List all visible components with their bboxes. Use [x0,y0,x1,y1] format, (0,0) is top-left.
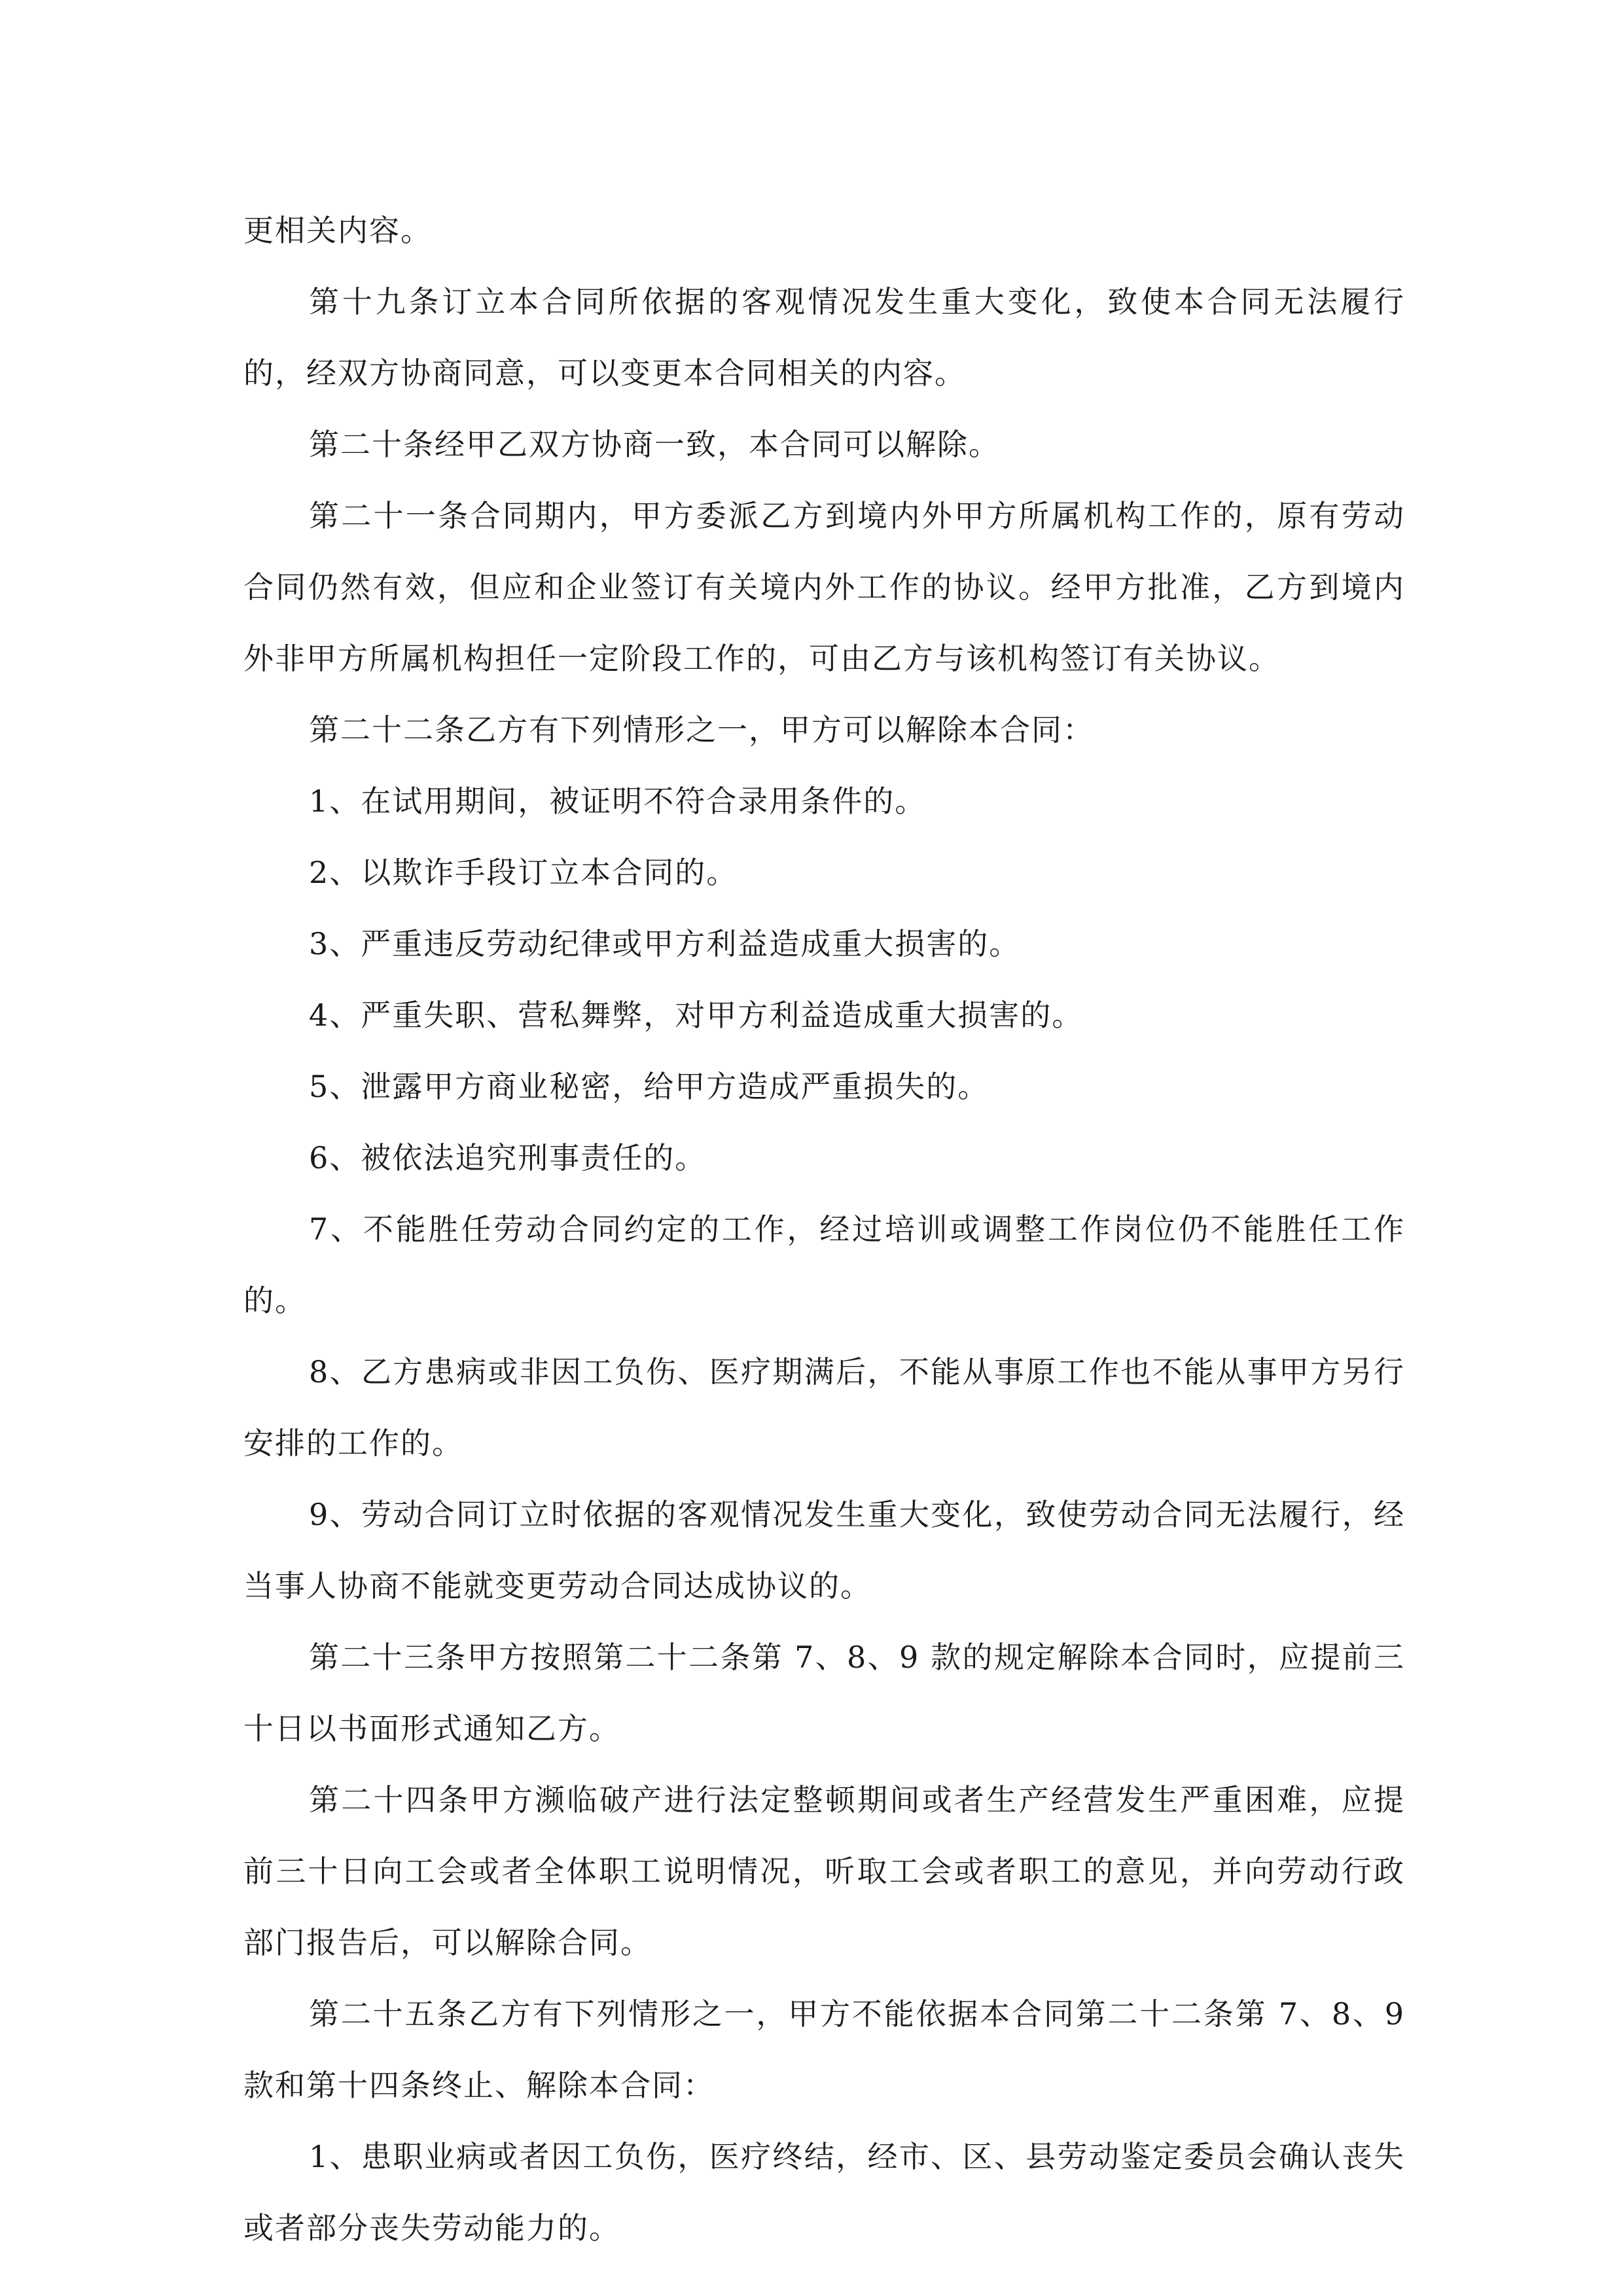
paragraph: 第二十一条合同期内，甲方委派乙方到境内外甲方所属机构工作的，原有劳动合同仍然有效，但应和企业签订有关境内外工作的协议。经甲方批准，乙方到境内外非甲方所属机构担任一定阶段工作的，可由乙方与该机构签订有关协议。 [243,498,1405,676]
list-item: 1、患职业病或者因工负伤，医疗终结，经市、区、县劳动鉴定委员会确认丧失或者部分丧失劳动能力的。 [243,2139,1405,2246]
paragraph: 第二十二条乙方有下列情形之一，甲方可以解除本合同： [309,712,1094,747]
document-body [243,195,1405,2264]
list-item: 3、严重违反劳动纪律或甲方利益造成重大损害的。 [309,926,1021,961]
paragraph: 第二十四条甲方濒临破产进行法定整顿期间或者生产经营发生严重困难，应提前三十日向工会或者全体职工说明情况，听取工会或者职工的意见，并向劳动行政部门报告后，可以解除合同。 [243,1782,1405,1960]
paragraph: 第二十五条乙方有下列情形之一，甲方不能依据本合同第二十二条第 7、8、9 款和第十四条终止、解除本合同： [243,1996,1405,2103]
list-item: 1、在试用期间，被证明不符合录用条件的。 [309,783,927,819]
list-item: 6、被依法追究刑事责任的。 [309,1140,707,1175]
paragraph: 更相关内容。 [243,213,432,248]
list-item: 7、不能胜任劳动合同约定的工作，经过培训或调整工作岗位仍不能胜任工作的。 [243,1211,1405,1318]
list-item: 4、严重失职、营私舞弊，对甲方利益造成重大损害的。 [309,997,1084,1033]
paragraph: 第十九条订立本合同所依据的客观情况发生重大变化，致使本合同无法履行的，经双方协商同意，可以变更本合同相关的内容。 [243,284,1405,391]
paragraph: 第二十三条甲方按照第二十二条第 7、8、9 款的规定解除本合同时，应提前三十日以书面形式通知乙方。 [243,1640,1405,1746]
list-item: 2、以欺诈手段订立本合同的。 [309,855,738,890]
paragraph: 第二十条经甲乙双方协商一致，本合同可以解除。 [309,427,1000,462]
list-item: 5、泄露甲方商业秘密，给甲方造成严重损失的。 [309,1069,990,1104]
list-item: 9、劳动合同订立时依据的客观情况发生重大变化，致使劳动合同无法履行，经当事人协商不能就变更劳动合同达成协议的。 [243,1497,1405,1604]
list-item: 8、乙方患病或非因工负伤、医疗期满后，不能从事原工作也不能从事甲方另行安排的工作的。 [243,1354,1405,1461]
